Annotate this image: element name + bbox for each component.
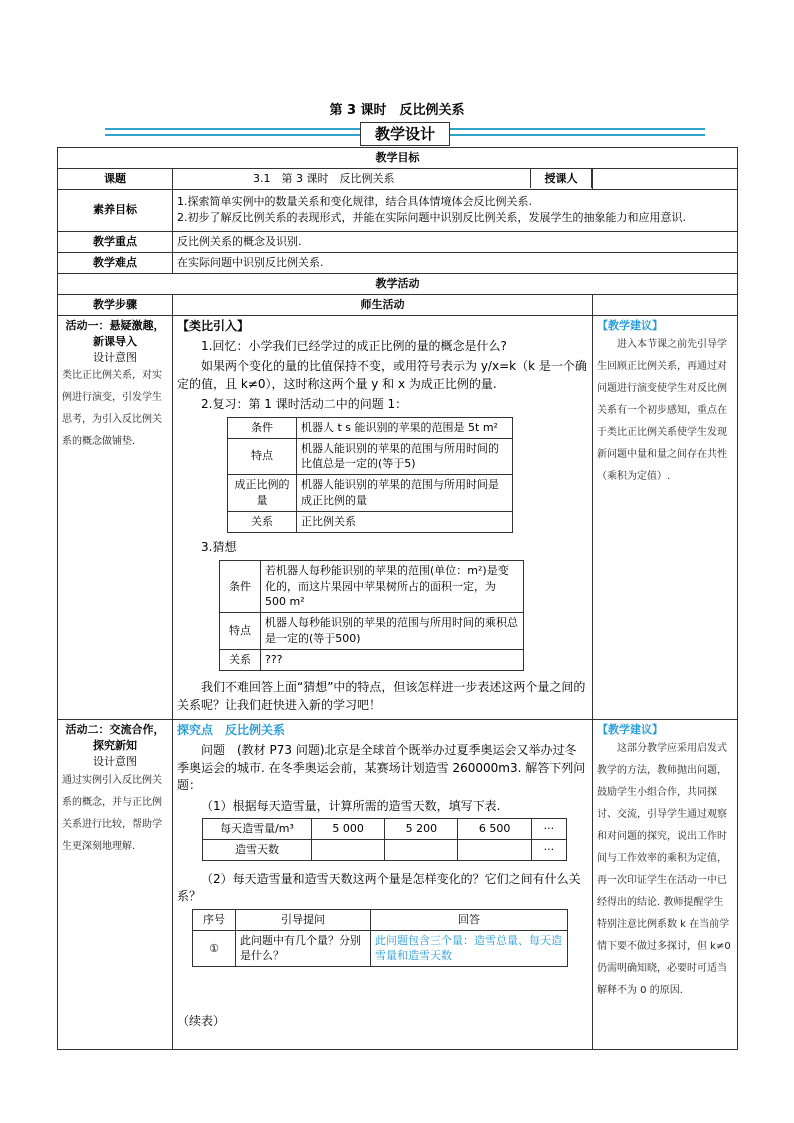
sub-table-row (220, 650, 524, 671)
snow-cell[interactable] (458, 839, 531, 860)
sub-table-row (228, 417, 513, 438)
continued-label: （续表） (177, 1014, 226, 1029)
sub-table-row (220, 560, 524, 613)
activity2-design-label: 设计意图 (93, 754, 137, 768)
guess-table (219, 560, 524, 672)
sub-table-key: 特点 (228, 438, 297, 475)
step-header: 教学步骤 (58, 294, 173, 315)
guide-header-no: 序号 (193, 909, 236, 930)
activity1-content (173, 315, 593, 719)
activity2-suggestion (593, 720, 738, 1050)
difficulty-label: 教学难点 (58, 252, 173, 273)
sub-table-value: 机器人每秒能识别的苹果的范围与所用时间的乘积总是一定的(等于500) (261, 613, 524, 650)
sub-table-row (228, 475, 513, 512)
question-3: 3.猜想 (201, 540, 237, 555)
explore-tag: 探究点 反比例关系 (177, 723, 286, 737)
literacy-goal-2: 2.初步了解反比例关系的表现形式，并能在实际问题中识别反比例关系，发展学生的抽象能力和应用意识. (177, 211, 686, 225)
snow-cell: 5 200 (385, 818, 458, 839)
key-label: 教学重点 (58, 231, 173, 252)
snow-table (202, 818, 567, 861)
sub-table-row (228, 512, 513, 533)
page-title: 第 3 课时 反比例关系 (329, 103, 465, 118)
sub-table-value: 若机器人每秒能识别的苹果的范围(单位：m²)是变化的，而这片果园中苹果树所占的面积一定，为 500 m² (261, 560, 524, 613)
snow-cell: 5 000 (312, 818, 385, 839)
suggestion-tag-2: 【教学建议】 (597, 723, 663, 736)
activity2-content (173, 720, 593, 1050)
sub-table-value: 机器人 t s 能识别的苹果的范围是 5t m² (297, 417, 513, 438)
review-table (227, 417, 513, 534)
snow-cell[interactable] (312, 839, 385, 860)
topic-label: 课题 (58, 168, 173, 189)
sub-table-row (228, 438, 513, 475)
sub-table-value: 正比例关系 (297, 512, 513, 533)
lesson-plan-table (57, 147, 738, 1050)
activity1-step (58, 315, 173, 719)
snow-cell: ··· (531, 818, 566, 839)
activity1-design-text: 类比正比例关系，对实例进行演变，引发学生思考，为引入反比例关系的概念做铺垫. (62, 370, 162, 448)
suggestion-text-1: 进入本节课之前先引导学生回顾正比例关系，再通过对问题进行演变使学生对反比例关系有一个初步感知，重点在于类比正比例关系使学生发现新问题中量和量之间存在共性（乘积为定值）. (597, 338, 727, 482)
teacher-value (593, 168, 738, 189)
literacy-label: 素养目标 (58, 189, 173, 231)
activity2-design-text: 通过实例引入反比例关系的概念，并与正比例关系进行比较，帮助学生更深刻地理解. (62, 774, 162, 852)
sub-table-key: 关系 (228, 512, 297, 533)
activity1-design-label: 设计意图 (93, 350, 137, 364)
sub-table-key: 关系 (220, 650, 261, 671)
snow-cell[interactable] (385, 839, 458, 860)
question-1: 1.回忆：小学我们已经学过的成正比例的量的概念是什么? (201, 339, 507, 354)
topic-value: 3.1 第 3 课时 反比例关系 (173, 168, 495, 189)
suggestion-text-2: 这部分教学应采用启发式教学的方法，教师抛出问题，鼓励学生小组合作，共同探讨、交流，引导学生通过观察和对问题的探究，说出工作时间与工作效率的乘积为定值，再一次印证学生在活动一中已经得出的结论. 教师提醒学生特别注意比例系数 k 在当前学情下要不做过多探讨，但 k≠0 仍需明确知晓，必要时可适当解释不为 0 的原因. (597, 742, 731, 996)
sub-table-value: ??? (261, 650, 524, 671)
snow-cell: 6 500 (458, 818, 531, 839)
activity1-name: 活动一：悬疑激趣，新课导入 (65, 318, 165, 348)
literacy-goals (173, 189, 738, 231)
question-2: 2.复习：第 1 课时活动二中的问题 1： (201, 397, 408, 412)
problem-part-2: （2）每天造雪量和造雪天数这两个量是怎样变化的？它们之间有什么关系？ (177, 871, 581, 904)
goals-header: 教学目标 (58, 148, 738, 169)
activity1-suggestion (593, 315, 738, 719)
guide-header-q: 引导提问 (236, 909, 371, 930)
sub-table-key: 成正比例的量 (228, 475, 297, 512)
sub-table-key: 条件 (220, 560, 261, 613)
problem-text: 问题 (教材 P73 问题)北京是全球首个既举办过夏季奥运会又举办过冬季奥运会的城市. 在冬季奥运会前，某赛场计划造雪 260000m3. 解答下列问题： (177, 743, 586, 793)
sub-table-value: 机器人能识别的苹果的范围与所用时间的比值总是一定的(等于5) (297, 438, 513, 475)
snow-row2-label: 造雪天数 (203, 839, 312, 860)
activities-header: 教学活动 (58, 273, 738, 294)
activity2-name: 活动二：交流合作，探究新知 (65, 723, 165, 752)
guide-answer: 此问题包含三个量：造雪总量、每天造雪量和造雪天数 (371, 930, 568, 967)
key-value: 反比例关系的概念及识别. (173, 231, 738, 252)
sub-table-value: 机器人能识别的苹果的范围与所用时间是成正比例的量 (297, 475, 513, 512)
activity2-step (58, 720, 173, 1050)
sub-table-key: 特点 (220, 613, 261, 650)
teacher-label: 授课人 (530, 169, 592, 188)
difficulty-value: 在实际问题中识别反比例关系. (173, 252, 738, 273)
band-label: 教学设计 (360, 122, 450, 146)
sub-table-key: 条件 (228, 417, 297, 438)
guide-question: 此问题中有几个量？分别是什么？ (236, 930, 371, 967)
snow-row1-label: 每天造雪量/m³ (203, 818, 312, 839)
guide-table (192, 909, 568, 968)
literacy-goal-1: 1.探索简单实例中的数量关系和变化规律，结合具体情境体会反比例关系. (177, 195, 532, 209)
question-1-detail: 如果两个变化的量的比值保持不变，或用符号表示为 y/x=k（k 是一个确定的值，且 k≠0），这时称这两个量 y 和 x 为成正比例的量. (177, 359, 587, 391)
problem-part-1: （1）根据每天造雪量，计算所需的造雪天数，填写下表. (201, 798, 501, 813)
activity1-closing: 我们不难回答上面“猜想”中的特点，但该怎样进一步表述这两个量之间的关系呢？让我们赶快进入新的学习吧！ (177, 680, 586, 712)
guide-header-a: 回答 (371, 909, 568, 930)
analogy-tag: 【类比引入】 (177, 318, 250, 333)
snow-cell: ··· (531, 839, 566, 860)
suggestion-tag-1: 【教学建议】 (597, 318, 663, 332)
activity-header: 师生活动 (173, 294, 593, 315)
sub-table-row (220, 613, 524, 650)
guide-no: ① (193, 930, 236, 967)
